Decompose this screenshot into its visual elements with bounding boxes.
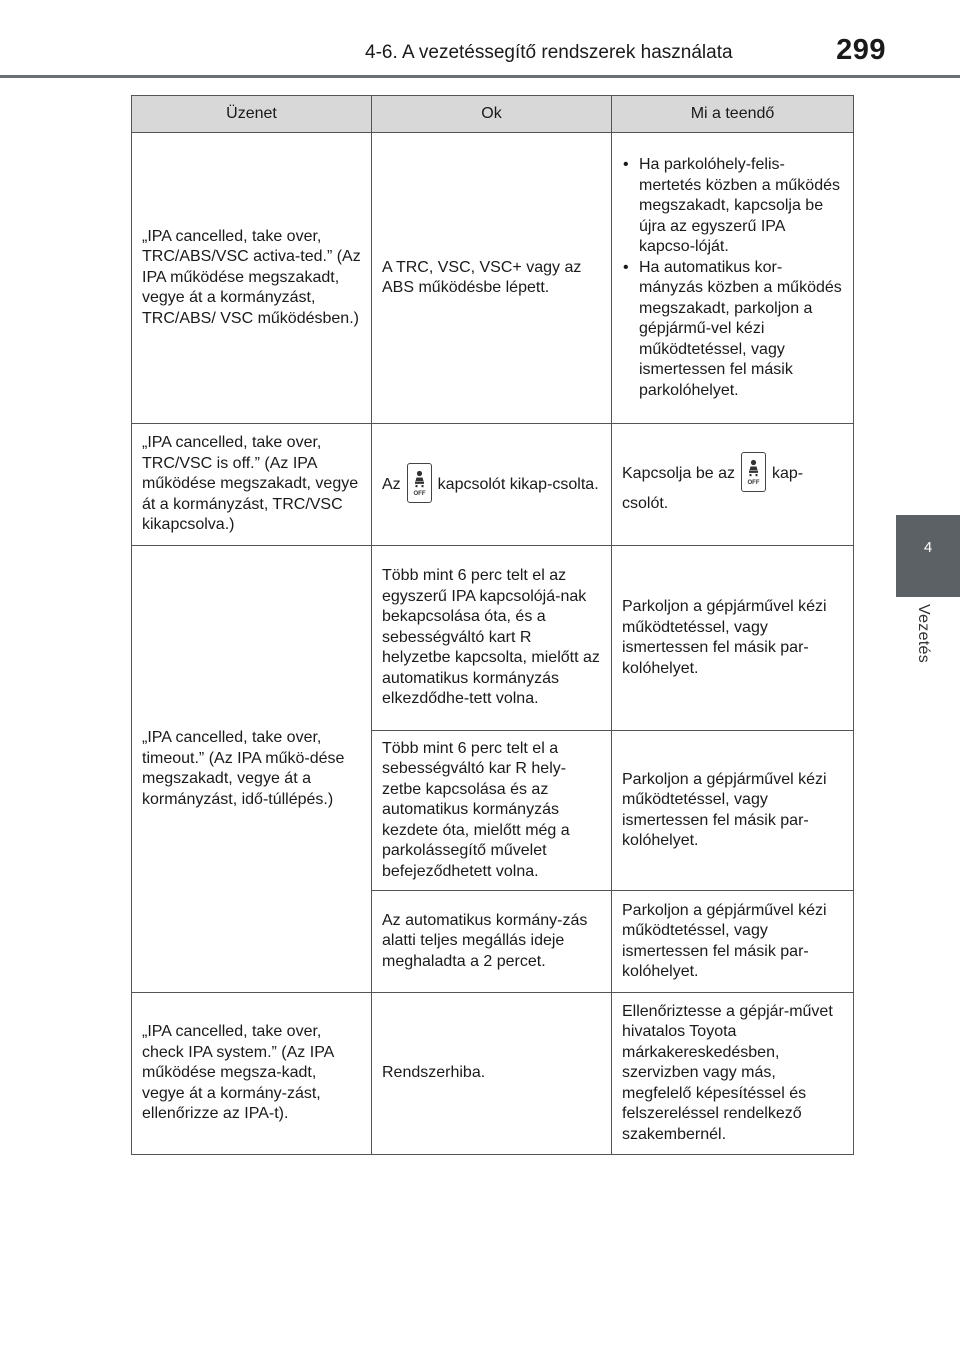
message-cell: „IPA cancelled, take over, TRC/ABS/VSC activa-ted.” (Az IPA működése megszakadt, vegye át a kormányzást, TRC/ABS/ VSC működésben.) xyxy=(132,133,372,424)
table-row xyxy=(132,546,854,731)
message-cell: „IPA cancelled, take over, check IPA system.” (Az IPA működése megsza-kadt, vegye át a kormány-zást, ellenőrizze az IPA-t). xyxy=(132,993,372,1155)
chapter-label: Vezetés xyxy=(915,604,932,664)
action-cell xyxy=(612,133,854,424)
table-row xyxy=(132,424,854,546)
cause-cell: Több mint 6 perc telt el az egyszerű IPA kapcsolójá-nak bekapcsolása óta, és a sebességváltó kart R helyzetbe kapcsolta, mielőtt az automatikus kormányzás elkezdődhe-tett volna. xyxy=(372,546,612,731)
action-cell: Parkoljon a gépjárművel kézi működtetéssel, vagy ismertessen fel másik par-kolóhelyet. xyxy=(612,546,854,731)
action-list xyxy=(622,155,843,401)
action-cell xyxy=(612,424,854,546)
cause-text-before: Az xyxy=(382,475,401,493)
cause-cell: A TRC, VSC, VSC+ vagy az ABS működésbe lépett. xyxy=(372,133,612,424)
chapter-tab xyxy=(896,515,960,597)
message-table xyxy=(131,95,854,1155)
ipa-off-label: OFF xyxy=(747,480,760,487)
page-number: 299 xyxy=(836,34,886,66)
header-rule xyxy=(0,75,960,78)
column-header-cause: Ok xyxy=(372,96,612,133)
ipa-off-label: OFF xyxy=(413,490,426,497)
section-title: 4-6. A vezetéssegítő rendszerek használata xyxy=(365,42,733,63)
cause-cell: Az automatikus kormány-zás alatti teljes megállás ideje meghaladta a 2 percet. xyxy=(372,891,612,993)
table-row xyxy=(132,993,854,1155)
cause-text-after: kapcsolót kikap-csolta. xyxy=(437,475,599,493)
table-header-row xyxy=(132,96,854,133)
action-cell: Parkoljon a gépjárművel kézi működtetéssel, vagy ismertessen fel másik par-kolóhelyet. xyxy=(612,891,854,993)
chapter-number: 4 xyxy=(923,539,933,556)
cause-cell: Több mint 6 perc telt el a sebességváltó kar R hely-zetbe kapcsolása és az automatikus kormányzás kezdete óta, mielőtt még a parkolássegítő művelet befejeződhetett volna. xyxy=(372,731,612,891)
list-item: • Ha parkolóhely-felis-mertetés közben a működés megszakadt, kapcsolja be újra az egyszerű IPA kapcso-lóját. xyxy=(622,155,843,258)
action-text-after: kap-csolót. xyxy=(622,465,804,513)
column-header-action: Mi a teendő xyxy=(612,96,854,133)
list-item: • Ha automatikus kor-mányzás közben a működés megszakadt, parkoljon a gépjármű-vel kézi működtetéssel, vagy ismertessen fel másik parkolóhelyet. xyxy=(622,258,843,402)
action-cell: Parkoljon a gépjárművel kézi működtetéssel, vagy ismertessen fel másik par-kolóhelyet. xyxy=(612,731,854,891)
table-row xyxy=(132,133,854,424)
cause-cell xyxy=(372,424,612,546)
column-header-message: Üzenet xyxy=(132,96,372,133)
ipa-off-switch-icon xyxy=(741,452,766,492)
action-cell: Ellenőriztesse a gépjár-művet hivatalos Toyota márkakereskedésben, szervizben vagy más, megfelelő képesítéssel és felszereléssel rendelkező szakembernél. xyxy=(612,993,854,1155)
message-cell: „IPA cancelled, take over, TRC/VSC is off.” (Az IPA működése megszakadt, vegye át a kormányzást, TRC/VSC kikapcsolva.) xyxy=(132,424,372,546)
ipa-off-switch-icon xyxy=(407,463,432,503)
cause-cell: Rendszerhiba. xyxy=(372,993,612,1155)
action-text-before: Kapcsolja be az xyxy=(622,465,735,483)
message-cell: „IPA cancelled, take over, timeout.” (Az IPA műkö-dése megszakadt, vegye át a kormányzást, idő-túllépés.) xyxy=(132,546,372,993)
